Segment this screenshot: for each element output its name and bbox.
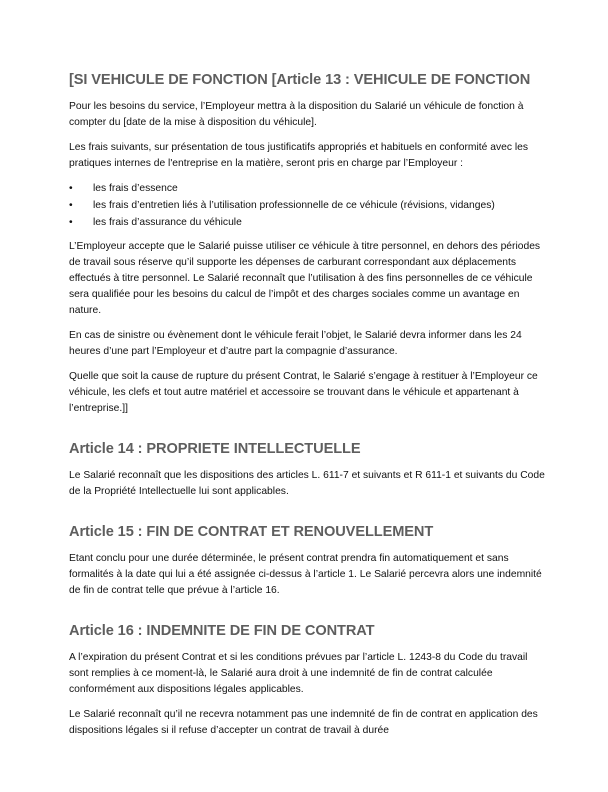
list-item-text: les frais d’essence <box>93 183 178 194</box>
bullet-icon: • <box>69 200 73 211</box>
list-item-text: les frais d’entretien liés à l’utilisation professionnelle de ce véhicule (révisions, vidanges) <box>93 200 495 211</box>
article-13-paragraph: Pour les besoins du service, l’Employeur mettra à la disposition du Salarié un véhicule de fonction à compter du [date de la mise à disposition du véhicule]. <box>69 101 524 128</box>
article-13-paragraph: En cas de sinistre ou évènement dont le véhicule ferait l’objet, le Salarié devra informer dans les 24 heures d’une part l’Employeur et d’autre part la compagnie d’assurance. <box>69 330 522 357</box>
list-item <box>69 214 545 231</box>
article-16-heading: Article 16 : INDEMNITE DE FIN DE CONTRAT <box>69 623 375 639</box>
article-13-expense-list <box>69 180 545 231</box>
article-14-paragraph: Le Salarié reconnaît que les dispositions des articles L. 611-7 et suivants et R 611-1 et suivants du Code de la Propriété Intellectuelle lui sont applicables. <box>69 470 545 497</box>
bullet-icon: • <box>69 183 73 194</box>
article-13-paragraph: Quelle que soit la cause de rupture du présent Contrat, le Salarié s’engage à restituer à l’Employeur ce véhicule, les clefs et tout autre matériel et accessoire se trouvant dans le véhicule et appartenant à l’entreprise.]] <box>69 371 538 414</box>
article-13-paragraph: L’Employeur accepte que le Salarié puisse utiliser ce véhicule à titre personnel, en dehors des périodes de travail sous réserve qu’il supporte les dépenses de carburant correspondant aux déplacements effectués à titre personnel. Le Salarié reconnaît que l’utilisation à des fins personnelles de ce véhicule sera qualifiée pour les besoins du calcul de l’impôt et des charges sociales comme un avantage en nature. <box>69 241 541 316</box>
article-14-heading: Article 14 : PROPRIETE INTELLECTUELLE <box>69 441 361 457</box>
article-16-paragraph: A l’expiration du présent Contrat et si les conditions prévues par l’article L. 1243-8 du Code du travail sont remplies à ce moment-là, le Salarié aura droit à une indemnité de fin de contrat calculée conformément aux dispositions légales applicables. <box>69 652 528 695</box>
bullet-icon: • <box>69 217 73 228</box>
article-13-heading: [SI VEHICULE DE FONCTION [Article 13 : VEHICULE DE FONCTION <box>69 72 531 88</box>
article-15-paragraph: Etant conclu pour une durée déterminée, le présent contrat prendra fin automatiquement et sans formalités à la date qui lui a été assignée ci-dessus à l’article 1. Le Salarié percevra alors une indemnité de fin de contrat telle que prévue à l’article 16. <box>69 553 542 596</box>
list-item <box>69 197 545 214</box>
document-page <box>69 70 545 739</box>
article-16-paragraph: Le Salarié reconnaît qu’il ne recevra notamment pas une indemnité de fin de contrat en application des dispositions légales si il refuse d’accepter un contrat de travail à durée <box>69 709 538 736</box>
article-13-paragraph: Les frais suivants, sur présentation de tous justificatifs appropriés et habituels en conformité avec les pratiques internes de l'entreprise en la matière, seront pris en charge par l’Employeur : <box>69 142 529 169</box>
list-item <box>69 180 545 197</box>
article-15-heading: Article 15 : FIN DE CONTRAT ET RENOUVELLEMENT <box>69 524 434 540</box>
list-item-text: les frais d’assurance du véhicule <box>93 217 242 228</box>
